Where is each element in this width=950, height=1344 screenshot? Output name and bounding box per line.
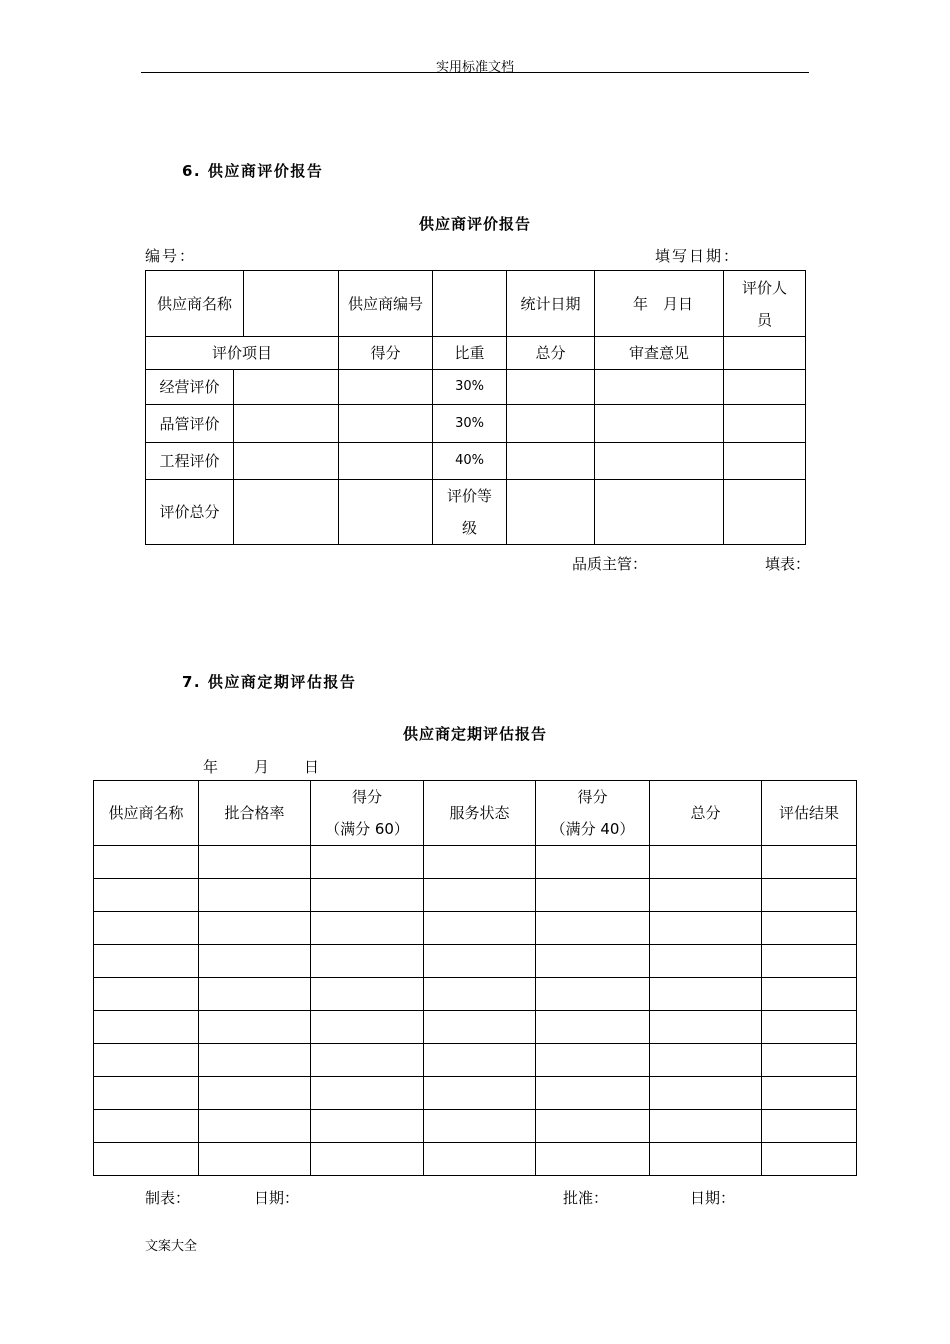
table-cell[interactable] (94, 978, 199, 1011)
table-row (94, 912, 857, 945)
weight-value: 30% (433, 370, 507, 405)
header-rule (141, 72, 809, 73)
table-cell[interactable] (424, 1110, 536, 1143)
col-total: 总分 (507, 337, 595, 370)
table-cell[interactable] (94, 945, 199, 978)
page-footer: 文案大全 (145, 1239, 198, 1254)
col-result: 评估结果 (762, 781, 857, 846)
table-1-header-row (146, 271, 806, 337)
blank-field[interactable] (724, 443, 806, 480)
row-item-field[interactable] (234, 405, 339, 443)
table-cell[interactable] (199, 978, 311, 1011)
table-2-header-row (94, 781, 857, 846)
col-supplier-name: 供应商名称 (94, 781, 199, 846)
table-cell[interactable] (536, 846, 650, 879)
table-cell[interactable] (311, 1011, 424, 1044)
total-field[interactable] (507, 405, 595, 443)
review-field[interactable] (595, 443, 724, 480)
table-cell[interactable] (94, 1110, 199, 1143)
row-item-field[interactable] (234, 370, 339, 405)
col-score-40-label: 得分 (577, 788, 608, 806)
row-item-label: 品管评价 (146, 405, 234, 443)
row-item-field[interactable] (234, 480, 339, 545)
table-cell[interactable] (199, 879, 311, 912)
table-cell[interactable] (536, 1143, 650, 1176)
table-cell[interactable] (536, 978, 650, 1011)
row-item-label: 工程评价 (146, 443, 234, 480)
table-cell[interactable] (650, 1077, 762, 1110)
row-item-label: 经营评价 (146, 370, 234, 405)
table-cell[interactable] (311, 945, 424, 978)
table-cell[interactable] (199, 1110, 311, 1143)
table-cell[interactable] (762, 1077, 857, 1110)
col-score-40 (536, 781, 650, 846)
table-cell[interactable] (424, 912, 536, 945)
table-cell[interactable] (536, 1044, 650, 1077)
table-cell[interactable] (650, 846, 762, 879)
supplier-name-label: 供应商名称 (146, 271, 244, 337)
total-field[interactable] (507, 480, 595, 545)
table-cell[interactable] (424, 1044, 536, 1077)
col-weight: 比重 (433, 337, 507, 370)
col-review: 审查意见 (595, 337, 724, 370)
col-pass-rate: 批合格率 (199, 781, 311, 846)
evaluator-label: 评价人员 (724, 271, 806, 337)
table-cell[interactable] (311, 978, 424, 1011)
table-cell[interactable] (199, 912, 311, 945)
col-blank (724, 337, 806, 370)
table-cell[interactable] (199, 846, 311, 879)
table-cell[interactable] (762, 1143, 857, 1176)
number-label: 编号： (145, 247, 197, 265)
score-field[interactable] (339, 480, 433, 545)
table-row (146, 405, 806, 443)
table-cell[interactable] (762, 1044, 857, 1077)
table-cell[interactable] (199, 1077, 311, 1110)
col-score-60-sub: （满分 60） (325, 820, 409, 838)
col-score-40-sub: （满分 40） (550, 820, 635, 838)
date-day: 日 (304, 758, 320, 776)
table-cell[interactable] (762, 978, 857, 1011)
review-field[interactable] (595, 405, 724, 443)
date-year: 年 (203, 758, 219, 776)
blank-field[interactable] (724, 405, 806, 443)
table-cell[interactable] (311, 846, 424, 879)
total-field[interactable] (507, 370, 595, 405)
table-cell[interactable] (94, 1077, 199, 1110)
col-service-status: 服务状态 (424, 781, 536, 846)
table-cell[interactable] (424, 978, 536, 1011)
table-row (94, 1011, 857, 1044)
table-cell[interactable] (94, 912, 199, 945)
table-cell[interactable] (762, 1110, 857, 1143)
table-row (94, 945, 857, 978)
date-label-2: 日期： (690, 1189, 736, 1207)
col-score-60-label: 得分 (351, 788, 382, 806)
table-cell[interactable] (94, 1011, 199, 1044)
supplier-no-field[interactable] (433, 271, 507, 337)
table-row (94, 1110, 857, 1143)
table-cell[interactable] (650, 1110, 762, 1143)
weight-value: 40% (433, 443, 507, 480)
total-field[interactable] (507, 443, 595, 480)
score-field[interactable] (339, 443, 433, 480)
score-field[interactable] (339, 370, 433, 405)
review-field[interactable] (595, 370, 724, 405)
table-cell[interactable] (762, 945, 857, 978)
review-field[interactable] (595, 480, 724, 545)
table-cell[interactable] (94, 1143, 199, 1176)
table-cell[interactable] (650, 879, 762, 912)
table-row (94, 1044, 857, 1077)
blank-field[interactable] (724, 480, 806, 545)
col-eval-item: 评价项目 (146, 337, 339, 370)
table-row (94, 846, 857, 879)
table-cell[interactable] (94, 879, 199, 912)
weight-value: 30% (433, 405, 507, 443)
table-cell[interactable] (650, 912, 762, 945)
blank-field[interactable] (724, 370, 806, 405)
table-cell[interactable] (311, 912, 424, 945)
table-cell[interactable] (424, 846, 536, 879)
table-row (94, 1143, 857, 1176)
grade-label: 评价等级 (433, 480, 507, 545)
table-cell[interactable] (199, 945, 311, 978)
table-row (94, 879, 857, 912)
table-2-title: 供应商定期评估报告 (402, 725, 547, 743)
table-cell[interactable] (536, 1011, 650, 1044)
stat-date-label: 统计日期 (507, 271, 595, 337)
col-score-60 (311, 781, 424, 846)
date-month: 月 (254, 758, 270, 776)
table-cell[interactable] (762, 1011, 857, 1044)
table-cell[interactable] (311, 879, 424, 912)
row-item-field[interactable] (234, 443, 339, 480)
made-by-label: 制表： (145, 1189, 191, 1207)
table-cell[interactable] (424, 1143, 536, 1176)
table-cell[interactable] (199, 1011, 311, 1044)
table-cell[interactable] (536, 945, 650, 978)
section-7-heading: 7. 供应商定期评估报告 (182, 673, 357, 691)
periodic-evaluation-table (93, 780, 857, 1176)
fill-date-label: 填写日期： (655, 247, 741, 265)
table-cell[interactable] (650, 978, 762, 1011)
table-cell[interactable] (94, 846, 199, 879)
supplier-no-label: 供应商编号 (339, 271, 433, 337)
table-cell[interactable] (424, 945, 536, 978)
score-field[interactable] (339, 405, 433, 443)
table-cell[interactable] (311, 1110, 424, 1143)
col-score: 得分 (339, 337, 433, 370)
page-header: 实用标准文档 (435, 60, 514, 75)
filled-by-label: 填表： (765, 555, 811, 573)
section-6-heading: 6. 供应商评价报告 (182, 162, 324, 180)
row-item-label: 评价总分 (146, 480, 234, 545)
table-cell[interactable] (536, 879, 650, 912)
table-row (146, 480, 806, 545)
table-cell[interactable] (536, 1110, 650, 1143)
table-cell[interactable] (762, 846, 857, 879)
table-row (146, 443, 806, 480)
supplier-name-field[interactable] (244, 271, 339, 337)
table-1-title: 供应商评价报告 (418, 215, 531, 233)
table-cell[interactable] (424, 879, 536, 912)
table-cell[interactable] (94, 1044, 199, 1077)
table-row (94, 1077, 857, 1110)
table-1-column-header-row (146, 337, 806, 370)
table-cell[interactable] (424, 1011, 536, 1044)
table-cell[interactable] (311, 1143, 424, 1176)
table-cell[interactable] (199, 1044, 311, 1077)
supplier-evaluation-table (145, 270, 806, 545)
table-cell[interactable] (311, 1077, 424, 1110)
table-cell[interactable] (199, 1143, 311, 1176)
table-cell[interactable] (650, 1011, 762, 1044)
date-label-1: 日期： (254, 1189, 300, 1207)
table-cell[interactable] (536, 1077, 650, 1110)
table-cell[interactable] (650, 1044, 762, 1077)
approved-label: 批准： (563, 1189, 609, 1207)
table-row (146, 370, 806, 405)
table-cell[interactable] (762, 879, 857, 912)
table-row (94, 978, 857, 1011)
table-cell[interactable] (650, 1143, 762, 1176)
col-total: 总分 (650, 781, 762, 846)
date-ymd-label: 年 月日 (595, 271, 724, 337)
quality-manager-label: 品质主管： (572, 555, 648, 573)
table-cell[interactable] (650, 945, 762, 978)
table-cell[interactable] (762, 912, 857, 945)
table-cell[interactable] (536, 912, 650, 945)
table-cell[interactable] (424, 1077, 536, 1110)
table-cell[interactable] (311, 1044, 424, 1077)
